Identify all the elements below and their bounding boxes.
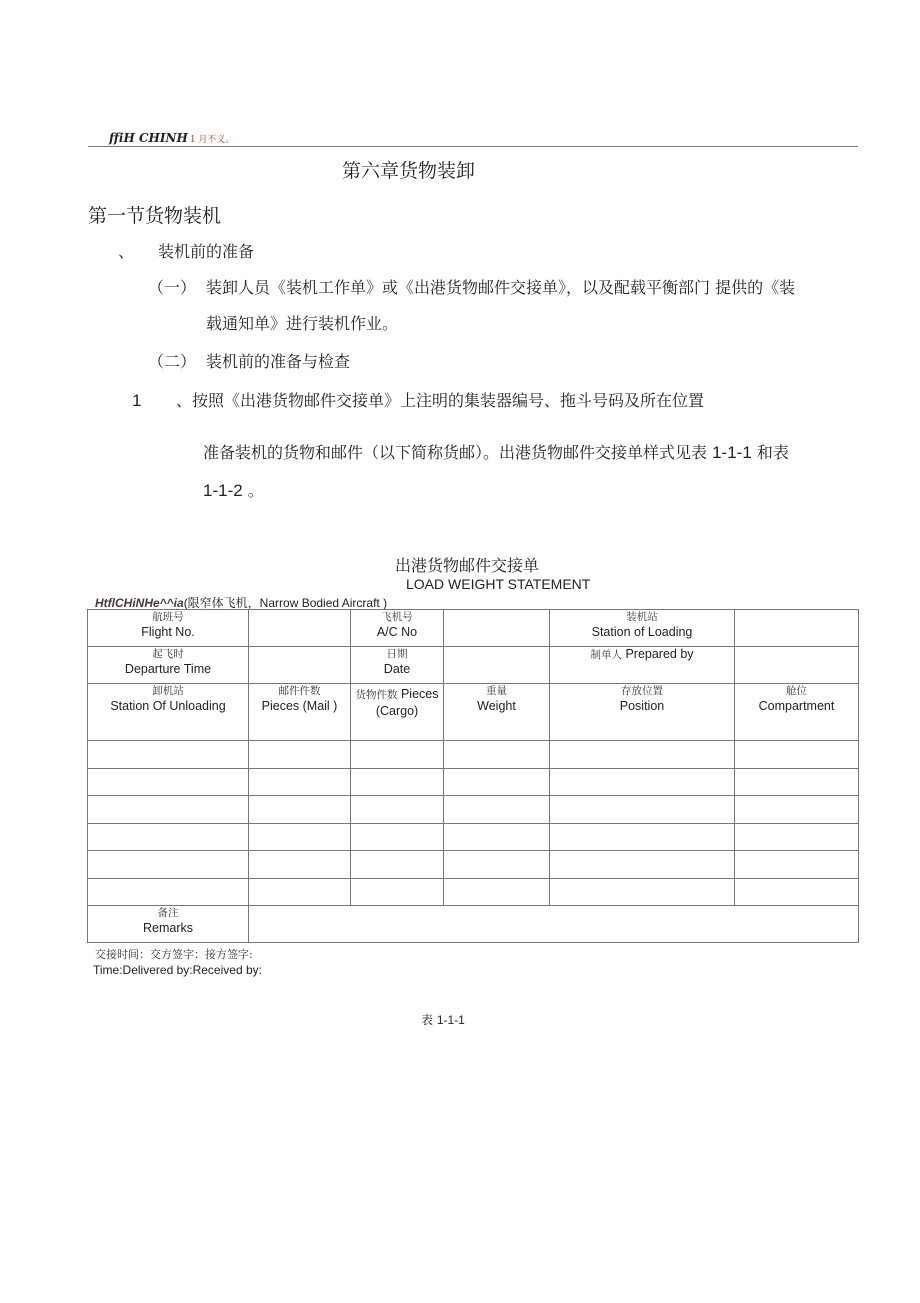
table-caption-cn: 表 bbox=[421, 1013, 434, 1027]
table-row bbox=[88, 796, 859, 824]
table-cell[interactable] bbox=[735, 741, 859, 769]
col-pieces-mail bbox=[249, 684, 351, 741]
table-header-row bbox=[88, 684, 859, 741]
step1-line3-end: 。 bbox=[242, 481, 264, 500]
table-cell[interactable] bbox=[550, 823, 735, 851]
table-row bbox=[88, 878, 859, 906]
table-cell[interactable] bbox=[249, 768, 351, 796]
sub2-paragraph bbox=[148, 349, 350, 372]
loading-station-label bbox=[550, 610, 735, 647]
item-heading bbox=[118, 239, 254, 262]
header-brand-sub: 1 月不义。 bbox=[189, 135, 235, 145]
col-weight bbox=[444, 684, 550, 741]
step1-paragraph bbox=[132, 388, 704, 411]
table-cell[interactable] bbox=[735, 878, 859, 906]
col-pieces-cargo-cn: 货物件数 bbox=[355, 689, 398, 701]
flight-no-label-cn: 航班号 bbox=[152, 611, 184, 623]
col-compartment-cn: 舱位 bbox=[786, 685, 807, 697]
col-unloading-station bbox=[88, 684, 249, 741]
prepared-by-label-line bbox=[550, 647, 734, 664]
signature-line-en: Time:Delivered by:Received by: bbox=[93, 963, 262, 977]
prepared-by-label bbox=[550, 647, 735, 684]
header-brand bbox=[109, 131, 234, 145]
chapter-title: 第六章货物装卸 bbox=[342, 160, 476, 182]
date-value[interactable] bbox=[444, 647, 550, 684]
table-cell[interactable] bbox=[351, 796, 444, 824]
departure-time-label bbox=[88, 647, 249, 684]
table-cell[interactable] bbox=[249, 796, 351, 824]
loading-station-value[interactable] bbox=[735, 610, 859, 647]
signature-line-cn: 交接时间：交方签字：接方签字: bbox=[95, 948, 253, 961]
step1-line2 bbox=[203, 440, 789, 463]
table-cell[interactable] bbox=[444, 823, 550, 851]
table-row bbox=[88, 741, 859, 769]
step1-number: 1 bbox=[132, 391, 142, 410]
col-weight-cn: 重量 bbox=[486, 685, 507, 697]
table-cell[interactable] bbox=[351, 768, 444, 796]
sub2-number: （二） bbox=[148, 352, 197, 371]
col-unloading-station-cn: 卸机站 bbox=[152, 685, 184, 697]
date-label-cn: 日期 bbox=[386, 648, 408, 660]
table-cell[interactable] bbox=[735, 823, 859, 851]
col-pieces-cargo-en2: (Cargo) bbox=[375, 704, 419, 718]
step1-line1: 、按照《出港货物邮件交接单》上注明的集装器编号、拖斗号码及所在位置 bbox=[176, 391, 705, 410]
table-cell[interactable] bbox=[444, 796, 550, 824]
col-weight-en: Weight bbox=[477, 699, 516, 713]
sub2-text: 装机前的准备与检查 bbox=[206, 352, 351, 371]
table-cell[interactable] bbox=[351, 823, 444, 851]
sub1-line2: 载通知单》进行装机作业。 bbox=[206, 314, 399, 333]
table-cell[interactable] bbox=[88, 768, 249, 796]
date-label-en: Date bbox=[383, 662, 411, 676]
table-cell[interactable] bbox=[88, 823, 249, 851]
col-compartment-en: Compartment bbox=[758, 699, 835, 713]
col-position bbox=[550, 684, 735, 741]
ac-no-label bbox=[351, 610, 444, 647]
table-cell[interactable] bbox=[550, 851, 735, 879]
table-cell[interactable] bbox=[550, 741, 735, 769]
table-cell[interactable] bbox=[249, 878, 351, 906]
remarks-label bbox=[88, 906, 249, 943]
table-caption-num: 1-1-1 bbox=[436, 1013, 465, 1027]
col-compartment bbox=[735, 684, 859, 741]
loading-station-label-en: Station of Loading bbox=[591, 625, 693, 639]
col-pieces-mail-en: Pieces (Mail ) bbox=[261, 699, 338, 713]
table-cell[interactable] bbox=[249, 851, 351, 879]
table-cell[interactable] bbox=[444, 768, 550, 796]
flight-no-label-en: Flight No. bbox=[141, 625, 195, 639]
load-weight-table bbox=[87, 609, 859, 943]
col-pieces-cargo bbox=[351, 684, 444, 741]
step1-ref2: 1-1-2 bbox=[203, 481, 243, 500]
remarks-value[interactable] bbox=[249, 906, 859, 943]
table-title-en: LOAD WEIGHT STATEMENT bbox=[406, 576, 591, 592]
prepared-by-value[interactable] bbox=[735, 647, 859, 684]
col-position-en: Position bbox=[619, 699, 665, 713]
table-cell[interactable] bbox=[444, 741, 550, 769]
sub1-paragraph bbox=[148, 275, 795, 298]
table-row-flight bbox=[88, 610, 859, 647]
table-cell[interactable] bbox=[550, 796, 735, 824]
prepared-by-label-en: Prepared by bbox=[625, 647, 694, 661]
step1-ref1: 1-1-1 bbox=[712, 443, 752, 462]
departure-time-value[interactable] bbox=[249, 647, 351, 684]
table-cell[interactable] bbox=[735, 768, 859, 796]
ac-no-label-cn: 飞机号 bbox=[381, 611, 413, 623]
table-cell[interactable] bbox=[444, 851, 550, 879]
prepared-by-label-cn: 制单人 bbox=[590, 649, 622, 661]
step1-line2-end: 和表 bbox=[751, 443, 789, 462]
table-row bbox=[88, 768, 859, 796]
col-pieces-cargo-top bbox=[351, 686, 443, 703]
col-pieces-cargo-en1: Pieces bbox=[400, 687, 439, 701]
sub1-number: （一） bbox=[148, 278, 197, 297]
flight-no-label bbox=[88, 610, 249, 647]
header-brand-text: ffiH CHINH bbox=[109, 131, 188, 145]
step1-line3 bbox=[203, 478, 264, 501]
section-title: 第一节货物装机 bbox=[88, 205, 222, 227]
table-note-brand: HtflCHiNHe^^ia bbox=[95, 596, 184, 610]
table-note-text: (限窄体飞机，Narrow Bodied Aircraft ) bbox=[183, 596, 388, 610]
table-cell[interactable] bbox=[351, 878, 444, 906]
table-cell[interactable] bbox=[88, 851, 249, 879]
table-cell[interactable] bbox=[88, 741, 249, 769]
table-cell[interactable] bbox=[550, 768, 735, 796]
sub1-line1: 装卸人员《装机工作单》或《出港货物邮件交接单》，以及配载平衡部门 提供的《装 bbox=[206, 278, 796, 297]
table-row-remarks bbox=[88, 906, 859, 943]
table-cell[interactable] bbox=[444, 878, 550, 906]
col-unloading-station-en: Station Of Unloading bbox=[110, 699, 226, 713]
ac-no-value[interactable] bbox=[444, 610, 550, 647]
table-cell[interactable] bbox=[735, 851, 859, 879]
table-row bbox=[88, 851, 859, 879]
item-mark: 、 bbox=[118, 242, 135, 261]
departure-time-label-en: Departure Time bbox=[124, 662, 212, 676]
table-cell[interactable] bbox=[351, 851, 444, 879]
date-label bbox=[351, 647, 444, 684]
departure-time-label-cn: 起飞时 bbox=[152, 648, 184, 660]
table-row-departure bbox=[88, 647, 859, 684]
table-title-cn: 出港货物邮件交接单 bbox=[395, 556, 540, 575]
flight-no-value[interactable] bbox=[249, 610, 351, 647]
col-pieces-mail-cn: 邮件件数 bbox=[278, 685, 321, 697]
remarks-label-en: Remarks bbox=[142, 921, 193, 935]
step1-line2-text: 准备装机的货物和邮件（以下简称货邮）。出港货物邮件交接单样式见表 bbox=[203, 443, 713, 462]
ac-no-label-en: A/C No bbox=[376, 625, 418, 639]
table-cell[interactable] bbox=[550, 878, 735, 906]
remarks-label-cn: 备注 bbox=[157, 907, 179, 919]
table-cell[interactable] bbox=[735, 796, 859, 824]
table-cell[interactable] bbox=[351, 741, 444, 769]
table-cell[interactable] bbox=[88, 796, 249, 824]
table-caption bbox=[421, 1011, 465, 1028]
table-row bbox=[88, 823, 859, 851]
col-position-cn: 存放位置 bbox=[621, 685, 663, 697]
table-cell[interactable] bbox=[249, 741, 351, 769]
item-text: 装机前的准备 bbox=[158, 242, 255, 261]
header-rule bbox=[88, 146, 858, 147]
loading-station-label-cn: 装机站 bbox=[626, 611, 658, 623]
table-cell[interactable] bbox=[88, 878, 249, 906]
table-cell[interactable] bbox=[249, 823, 351, 851]
